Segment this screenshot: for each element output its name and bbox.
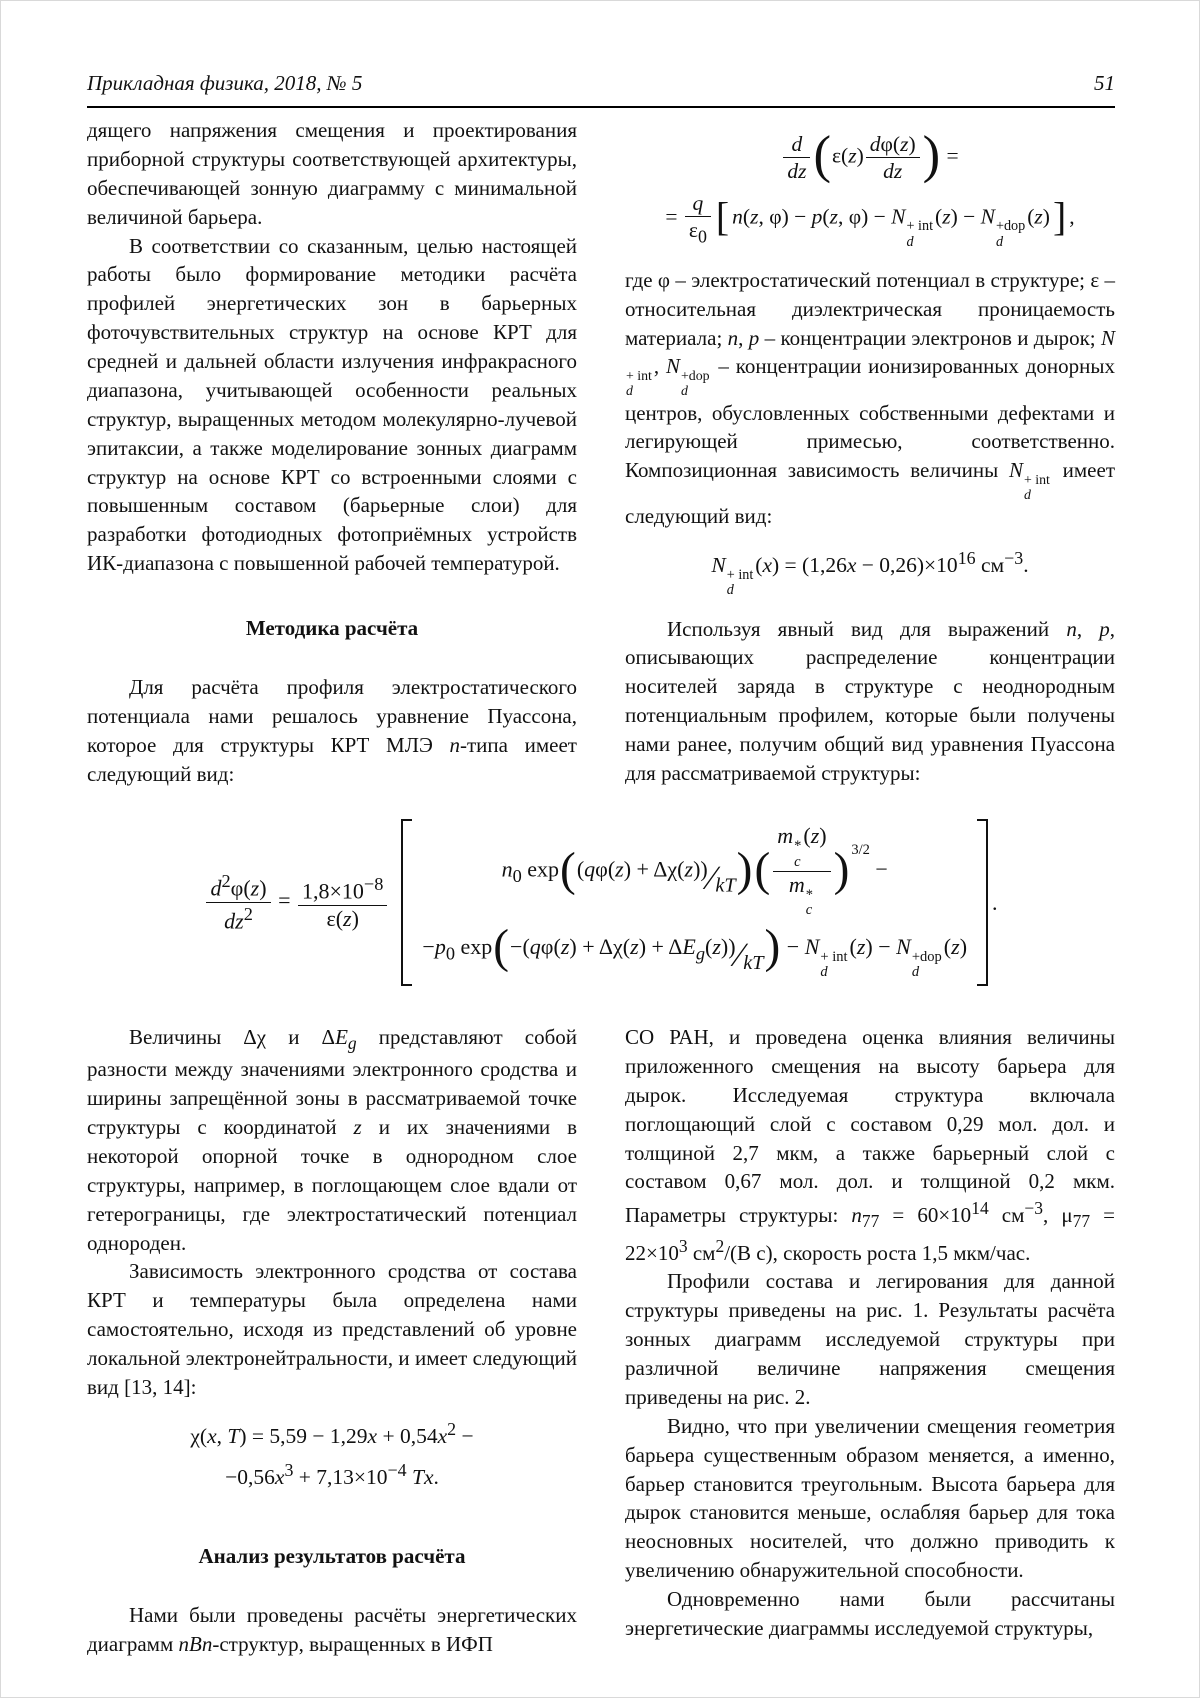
paragraph-barrier-geometry: Видно, что при увеличении смещения геометрия барьера существенным образом меняется, а именно, барьер становится треугольным. Высота барьера для дырок становится меньше, ослабляя барьер для тока неосновных носителей, что должно приводить к увеличению обнаружительной способности. <box>625 1413 1115 1583</box>
equation-poisson-full <box>87 816 1115 989</box>
heading-methodology: Методика расчёта <box>245 616 419 640</box>
equation-period: . <box>992 889 998 915</box>
paragraph-affinity-dependence: Зависимость электронного сродства от состава КРТ и температуры была определена нами самостоятельно, исходя из представлений об уровне локальной электронейтральности, и имеет следующий вид [13, 14]: <box>87 1259 577 1399</box>
left-square-bracket <box>401 819 412 986</box>
right-square-bracket <box>977 819 988 986</box>
equation-poisson-divergence <box>625 126 1115 250</box>
paragraph-calculations-nbn: Нами были проведены расчёты энергетических диаграмм nBn-структур, выращенных в ИФП <box>87 1602 577 1656</box>
equation-line: $-0,56x^3 + 7,13\times 10^{-4}$ Tx. <box>225 1459 439 1489</box>
equation-bracket-content <box>416 816 973 989</box>
equation-line: = $\frac{q}{\varepsilon_0}$ [ n(z, φ) − p(z, φ) − N + int d (z) − N +dop d (z)] , <box>665 191 1075 250</box>
right-column-top <box>625 116 1115 788</box>
paragraph-simultaneously: Одновременно нами были рассчитаны энергетические диаграммы исследуемой структуры, <box>625 1587 1115 1640</box>
page-header <box>87 71 1115 96</box>
equation-line: $n_0$ exp((qφ(z) + Δχ(z))∕kT)( m * c (z) m * c ) $^{3/2}$ − <box>501 823 888 919</box>
equation-lhs: $\frac{d^2\varphi(z)}{dz^2}$ = $\frac{1,8\times 10^{-8}}{\varepsilon(z)}$ <box>204 871 389 934</box>
left-column-top <box>87 116 577 788</box>
paragraph-goal: В соответствии со сказанным, целью настоящей работы было формирование методики расчёта профилей энергетических зон в барьерных фоточувствительных структур на основе КРТ для средней и дальней области излучения инфракрасного диапазона, учитывающей особенности реальных структур, выращенных методом молекулярно-лучевой эпитаксии, а также моделирование зонных диаграмм структур на основе КРТ со встроенными слоями с повышенным составом (барьерные слои) для разработки фотодиодных фотоприёмных устройств ИК-диапазона с повышенной рабочей температурой. <box>87 233 577 576</box>
heading-analysis: Анализ результатов расчёта <box>198 1543 466 1568</box>
page-number: 51 <box>1094 71 1115 95</box>
bottom-columns <box>87 1023 1115 1659</box>
paragraph-using-explicit: Используя явный вид для выражений n, p, описывающих распределение концентрации носителей заряда в структуре с неоднородным потенциальным профилем, которые были получены нами ранее, получим общий вид уравнения Пуассона для рассматриваемой структуры: <box>625 616 1116 785</box>
paragraph-profiles-figures: Профили состава и легирования для данной структуры приведены на рис. 1. Результаты расчёта зонных диаграмм исследуемой структуры при различной величине напряжения смещения приведены на рис. 2. <box>625 1269 1115 1409</box>
journal-title: Прикладная физика, 2018, № 5 <box>87 71 363 95</box>
paragraph-delta-values: Величины Δχ и $\Delta E_g$ представляют собой разности между значениями электронного сродства и ширины запрещённой зоны в рассматриваемой точке структуры с координатой z и их значениями в некоторой опорной точке в однородном слое структуры, например, в поглощающем слое вдали от гетерограницы, где электростатический потенциал однороден. <box>87 1025 578 1255</box>
equation-line: $-p_0$ $\exp(-(q\varphi(z) + \Delta\chi(z) + \Delta E_g(z))∕kT) - N$ + int d (z) − N +dop d (z) <box>422 921 968 981</box>
paragraph-so-ran-structure: СО РАН, и проведена оценка влияния величины приложенного смещения на высоту барьера для дырок. Исследуемая структура включала поглощающий слой с составом 0,29 мол. дол. и толщиной 2,7 мкм, а также барьерный слой с составом 0,67 мол. дол. и толщиной 0,2 мкм. Параметры структуры: $n_{77} = 60\times 10^{14}$ $см^{-3}$, $\mu_{77} = 22\times 10^3$ $см^2/(В$ с), скорость роста 1,5 мкм/час. <box>625 1025 1115 1265</box>
equation-chi <box>87 1418 577 1492</box>
equation-line: $\frac{d}{dz}$ (ε(z) $\frac{d\varphi(z)}{dz}$ ) = <box>625 132 1115 183</box>
top-columns <box>87 116 1115 788</box>
left-column-bottom <box>87 1023 577 1659</box>
paragraph-poisson-intro: Для расчёта профиля электростатического потенциала нами решалось уравнение Пуассона, которое для структуры КРТ МЛЭ n-типа имеет следующий вид: <box>87 674 577 786</box>
equation-nd-int: N + int d $(x) = (1,26x - 0,26)\times 10^{16}$ $см^{-3}$. <box>711 548 1029 599</box>
right-column-bottom <box>625 1023 1115 1659</box>
paragraph-where-definitions: где φ – электростатический потенциал в структуре; ε – относительная диэлектрическая проницаемость материала; n, p – концентрации электронов и дырок; N + int d , N +dop d – концентрации ионизированных донорных центров, обусловленных собственными дефектами и легирующей примесью, соответственно. Композиционная зависимость величины N + int d имеет следующий вид: <box>625 267 1115 529</box>
paragraph-intro-continuation: дящего напряжения смещения и проектирования приборной структуры соответствующей архитектуры, обеспечивающей зонную диаграмму с минимальной величиной барьера. <box>87 118 577 229</box>
equation-line: χ(x, $T) = 5,59 - 1,29x + 0,54x^2$ − <box>190 1418 474 1448</box>
